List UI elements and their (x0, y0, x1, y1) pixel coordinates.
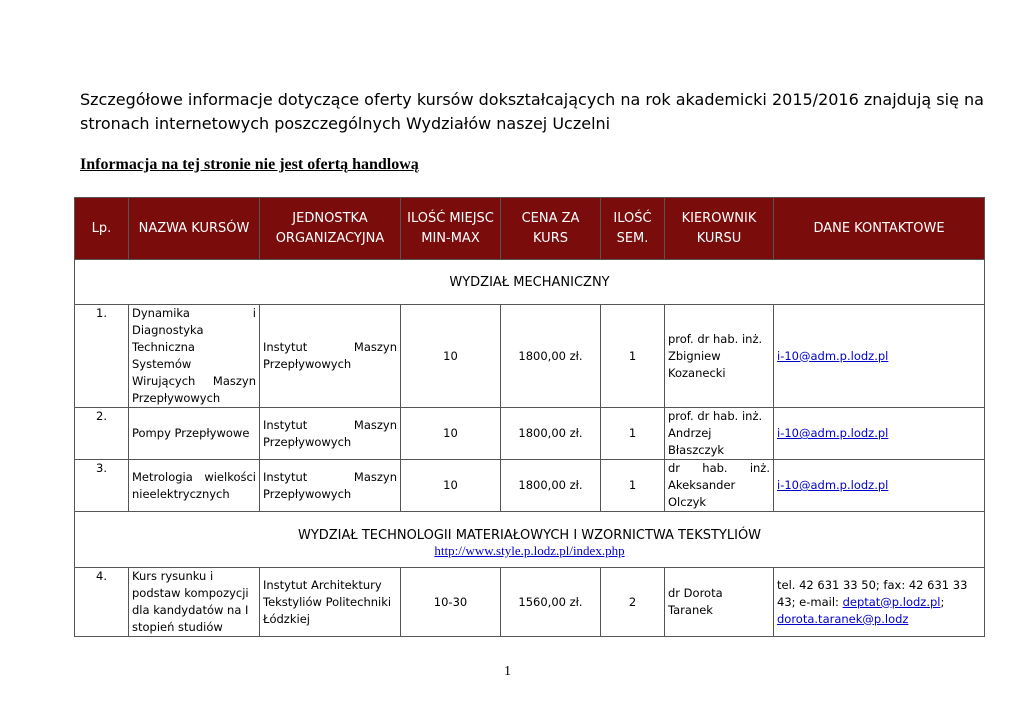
cell-name: Dynamika i Diagnostyka Techniczna Systemów Wirujących Maszyn Przepływowych (129, 305, 260, 408)
cell-unit: Instytut Maszyn Przepływowych (260, 460, 401, 512)
header-kontakt: DANE KONTAKTOWE (774, 198, 985, 260)
page-number: 1 (504, 664, 511, 679)
header-ilosc-miejsc: ILOŚĆ MIEJSC MIN-MAX (401, 198, 501, 260)
email-link[interactable]: dorota.taranek@p.lodz (777, 611, 909, 626)
cell-manager: dr hab. inż. Akeksander Olczyk (665, 460, 774, 512)
cell-unit: Instytut Maszyn Przepływowych (260, 305, 401, 408)
cell-name: Kurs rysunku i podstaw kompozycji dla kandydatów na I stopień studiów (129, 568, 260, 637)
cell-places: 10 (401, 460, 501, 512)
cell-name: Pompy Przepływowe (129, 408, 260, 460)
section-title: WYDZIAŁ TECHNOLOGII MATERIAŁOWYCH I WZORNICTWA TEKSTYLIÓW (297, 528, 762, 543)
cell-manager: prof. dr hab. inż. Andrzej Błaszczyk (665, 408, 774, 460)
header-ilosc-sem: ILOŚĆ SEM. (601, 198, 665, 260)
cell-contact (774, 460, 985, 512)
email-link[interactable]: i-10@adm.p.lodz.pl (777, 478, 889, 492)
cell-contact (774, 305, 985, 408)
cell-sem: 1 (601, 460, 665, 512)
faculty-website-link[interactable]: http://www.style.p.lodz.pl/index.php (434, 543, 625, 558)
separator: ; (940, 594, 945, 609)
email-link[interactable]: i-10@adm.p.lodz.pl (777, 426, 889, 440)
table-row (75, 460, 985, 512)
cell-manager: dr Dorota Taranek (665, 568, 774, 637)
table-row (75, 408, 985, 460)
header-jednostka: JEDNOSTKA ORGANIZACYJNA (260, 198, 401, 260)
cell-places: 10 (401, 408, 501, 460)
section-row (75, 260, 985, 305)
cell-price: 1560,00 zł. (501, 568, 601, 637)
cell-lp: 3. (75, 460, 129, 512)
cell-unit: Instytut Architektury Tekstyliów Politechniki Łódzkiej (260, 568, 401, 637)
cell-sem: 2 (601, 568, 665, 637)
header-cena: CENA ZA KURS (501, 198, 601, 260)
email-link[interactable]: i-10@adm.p.lodz.pl (777, 348, 889, 363)
header-lp: Lp. (75, 198, 129, 260)
cell-lp: 2. (75, 408, 129, 460)
cell-places: 10-30 (401, 568, 501, 637)
header-kierownik: KIEROWNIK KURSU (665, 198, 774, 260)
notice-heading: Informacja na tej stronie nie jest ofertą handlową (80, 156, 419, 173)
cell-price: 1800,00 zł. (501, 305, 601, 408)
cell-price: 1800,00 zł. (501, 408, 601, 460)
cell-contact (774, 568, 985, 637)
courses-table (74, 197, 985, 637)
cell-manager: prof. dr hab. inż. Zbigniew Kozanecki (665, 305, 774, 408)
table-row (75, 568, 985, 637)
intro-text: Szczegółowe informacje dotyczące oferty kursów dokształcających na rok akademicki 2015/2016 znajdują się na stronach internetowych poszczególnych Wydziałów naszej Uczelni (80, 90, 984, 133)
section-row (75, 512, 985, 568)
table-header-row (75, 198, 985, 260)
header-nazwa: NAZWA KURSÓW (129, 198, 260, 260)
table-row (75, 305, 985, 408)
section-cell (75, 512, 985, 568)
cell-sem: 1 (601, 408, 665, 460)
cell-lp: 4. (75, 568, 129, 637)
section-title: WYDZIAŁ MECHANICZNY (75, 260, 985, 305)
cell-unit: Instytut Maszyn Przepływowych (260, 408, 401, 460)
email-link[interactable]: deptat@p.lodz.pl (842, 594, 941, 609)
cell-lp: 1. (75, 305, 129, 408)
cell-name: Metrologia wielkości nieelektrycznych (129, 460, 260, 512)
cell-contact (774, 408, 985, 460)
cell-sem: 1 (601, 305, 665, 408)
cell-places: 10 (401, 305, 501, 408)
cell-price: 1800,00 zł. (501, 460, 601, 512)
contact-text: tel. 42 631 33 50; fax: 42 631 33 43; e-mail: (777, 577, 968, 609)
